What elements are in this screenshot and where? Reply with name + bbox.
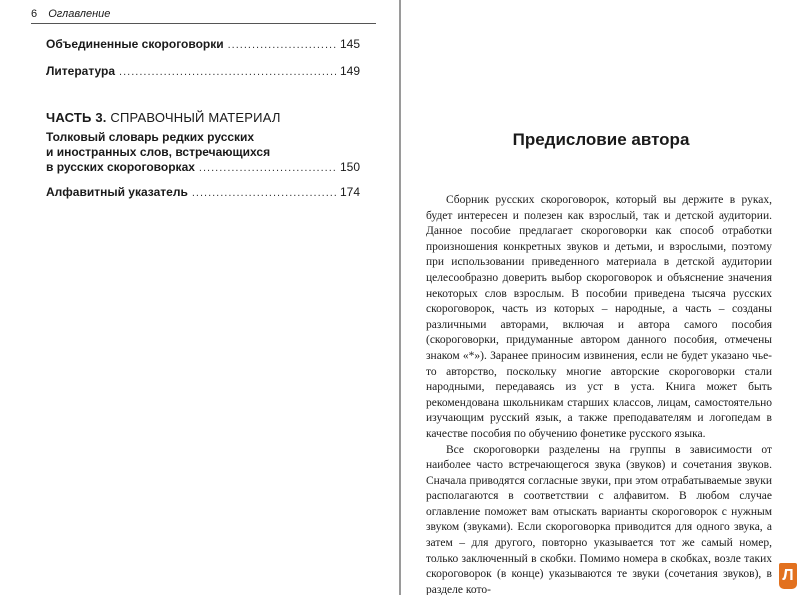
publisher-logo: Л <box>779 563 797 589</box>
toc-entry-label: Литература <box>46 64 116 78</box>
paragraph: Сборник русских скороговорок, который вы держите в руках, будет интересен и полезен как взрослый, так и детской аудитории. Данное пособие предлагает скороговорки как способ отработки произношения конкретных звуков и детьми, и взрослыми, поэтому при использовании приведенного материала в детской аудитории целесообразно доверить выбор скороговорок и объяснение значения некоторых слов взрослым. В пособии приведена тысяча русских скороговорок, часть из которых – народные, а часть – созданы различными авторами, включая и автора самого пособия (скороговорки, придуманные автором данного пособия, отмечены знаком «*»). Заранее приносим извинения, если не будет указано чье-то авторство, поскольку многие авторские скороговорки стали народными, передаваясь из уст в уста. Книга может быть рекомендована школьникам старших классов, лицам, самостоятельно изучающим русский язык, а также преподавателям и логопедам в качестве пособия по обучению фонетике русского языка. <box>426 194 772 440</box>
toc-leader-dots <box>119 65 336 80</box>
toc-leader-dots <box>199 161 336 176</box>
toc-entry-label-line: Толковый словарь редких русских <box>46 130 255 144</box>
toc-leader-dots <box>192 186 336 201</box>
toc-entry-page: 145 <box>339 37 360 51</box>
part-number: ЧАСТЬ 3. <box>46 110 107 125</box>
toc-entry[interactable] <box>46 130 360 176</box>
part-heading <box>46 110 366 125</box>
toc-entry-label: Алфавитный указатель <box>46 185 188 199</box>
left-page <box>0 0 399 595</box>
running-head <box>31 7 376 24</box>
preface-body <box>426 193 772 595</box>
toc-entry-label: Объединенные скороговорки <box>46 37 224 51</box>
toc-entry-label-line: и иностранных слов, встречающихся <box>46 145 271 159</box>
toc-entry-label-line: в русских скороговорках <box>46 160 195 174</box>
running-title: Оглавление <box>48 8 111 20</box>
page-number: 6 <box>31 8 38 20</box>
toc-entry-page: 149 <box>339 64 360 78</box>
toc-entry[interactable] <box>46 64 360 80</box>
toc-entry[interactable] <box>46 185 360 201</box>
preface-heading: Предисловие автора <box>512 130 690 149</box>
toc-entry-page: 150 <box>339 160 360 174</box>
toc-entry-page: 174 <box>339 185 360 199</box>
toc-entry[interactable] <box>46 37 360 53</box>
paragraph: Все скороговорки разделены на группы в зависимости от наиболее часто встречающегося звука (звуков) и сочетания звуков. Сначала приводятся согласные звуки, при этом отрабатываемые звуки располагаются в соответствии с алфавитом. В любом случае оглавление поможет вам отыскать варианты скороговорок с нужным звуком (звуками). Если скороговорка приводится для одного звука, а затем – для другого, повторно указывается тот же самый номер, только заключенный в скобки. Помимо номера в скобках, возле таких скороговорок (в конце) указываются те звуки (сочетания звуков), в разделе кото- <box>426 443 772 595</box>
right-page <box>401 0 800 595</box>
toc-leader-dots <box>228 38 336 53</box>
part-title: СПРАВОЧНЫЙ МАТЕРИАЛ <box>110 110 281 125</box>
